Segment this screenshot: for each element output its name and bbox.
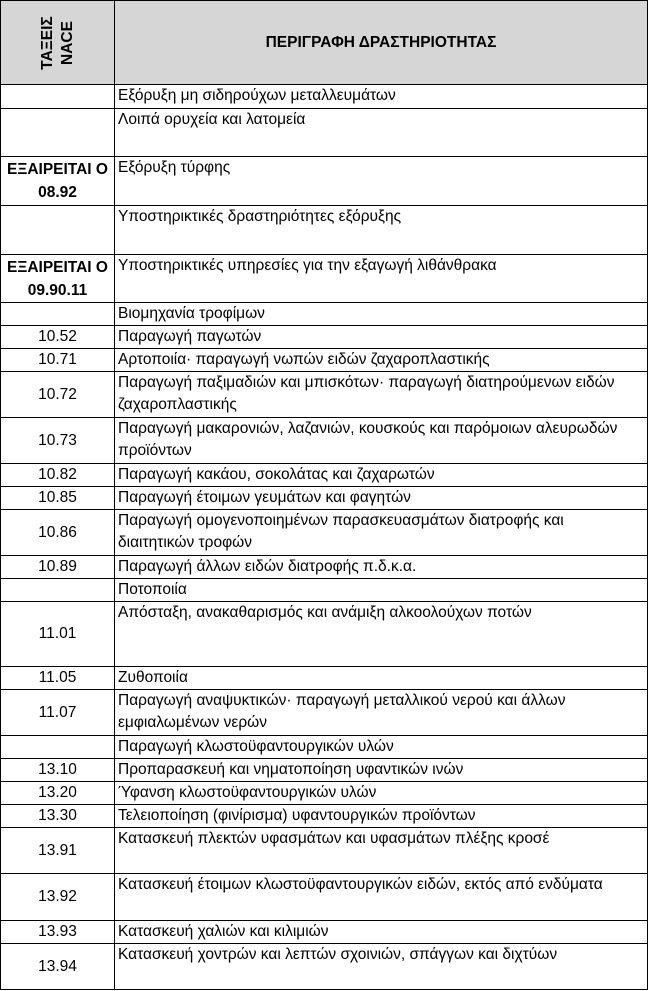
nace-classes-header xyxy=(1,1,115,85)
activity-description-cell: Κατασκευή έτοιμων κλωστοϋφαντουργικών ειδών, εκτός από ενδύματα xyxy=(115,874,648,921)
activity-description-cell: Εξόρυξη μη σιδηρούχων μεταλλευμάτων xyxy=(115,85,648,109)
nace-code-cell: 10.82 xyxy=(1,464,115,487)
nace-code-cell xyxy=(1,303,115,326)
activity-description-cell: Ποτοποιία xyxy=(115,579,648,602)
table-row xyxy=(1,372,648,418)
nace-code-cell: 10.71 xyxy=(1,349,115,372)
table-row xyxy=(1,303,648,326)
activity-description-cell: Παραγωγή έτοιμων γευμάτων και φαγητών xyxy=(115,487,648,510)
activity-description-cell: Βιομηχανία τροφίμων xyxy=(115,303,648,326)
activity-description-cell: Παραγωγή παγωτών xyxy=(115,326,648,349)
activity-description-header: ΠΕΡΙΓΡΑΦΗ ΔΡΑΣΤΗΡΙΟΤΗΤΑΣ xyxy=(115,1,648,85)
nace-code-cell xyxy=(1,579,115,602)
nace-code-cell xyxy=(1,85,115,109)
table-row xyxy=(1,690,648,736)
activity-description-cell: Κατασκευή πλεκτών υφασμάτων και υφασμάτων πλέξης κροσέ xyxy=(115,828,648,874)
activity-description-cell: Ύφανση κλωστοϋφαντουργικών υλών xyxy=(115,782,648,805)
nace-code-cell: 10.85 xyxy=(1,487,115,510)
table-row xyxy=(1,487,648,510)
activity-description-cell: Αρτοποιία· παραγωγή νωπών ειδών ζαχαροπλαστικής xyxy=(115,349,648,372)
activity-description-cell: Κατασκευή χοντρών και λεπτών σχοινιών, σπάγγων και διχτύων xyxy=(115,944,648,990)
table-row xyxy=(1,556,648,579)
table-row xyxy=(1,255,648,303)
nace-code-cell: ΕΞΑΙΡΕΙΤΑΙ Ο 09.90.11 xyxy=(1,255,115,303)
table-row xyxy=(1,759,648,782)
activity-description-cell: Προπαρασκευή και νηματοποίηση υφαντικών ινών xyxy=(115,759,648,782)
nace-code-cell: 11.05 xyxy=(1,667,115,690)
table-row xyxy=(1,349,648,372)
table-row xyxy=(1,828,648,874)
table-row xyxy=(1,805,648,828)
nace-code-cell: 10.86 xyxy=(1,510,115,556)
table-row xyxy=(1,602,648,667)
activity-description-cell: Υποστηρικτικές υπηρεσίες για την εξαγωγή λιθάνθρακα xyxy=(115,255,648,303)
table-row xyxy=(1,874,648,921)
nace-code-cell: 11.01 xyxy=(1,602,115,667)
activity-description-cell: Ζυθοποιία xyxy=(115,667,648,690)
nace-code-cell: 11.07 xyxy=(1,690,115,736)
table-row xyxy=(1,418,648,464)
table-row xyxy=(1,782,648,805)
table-header-row xyxy=(1,1,648,85)
activity-description-cell: Εξόρυξη τύρφης xyxy=(115,157,648,206)
activity-description-cell: Παραγωγή μακαρονιών, λαζανιών, κουσκούς και παρόμοιων αλευρωδών προϊόντων xyxy=(115,418,648,464)
activity-description-cell: Λοιπά ορυχεία και λατομεία xyxy=(115,109,648,157)
activity-description-cell: Παραγωγή παξιμαδιών και μπισκότων· παραγωγή διατηρούμενων ειδών ζαχαροπλαστικής xyxy=(115,372,648,418)
nace-code-cell: ΕΞΑΙΡΕΙΤΑΙ Ο 08.92 xyxy=(1,157,115,206)
table-row xyxy=(1,667,648,690)
activity-description-cell: Παραγωγή κλωστοϋφαντουργικών υλών xyxy=(115,736,648,759)
activity-description-cell: Παραγωγή άλλων ειδών διατροφής π.δ.κ.α. xyxy=(115,556,648,579)
nace-header-line1: ΤΑΞΕΙΣ xyxy=(38,15,56,70)
nace-code-cell: 13.94 xyxy=(1,944,115,990)
nace-code-cell: 13.30 xyxy=(1,805,115,828)
table-row xyxy=(1,736,648,759)
table-row xyxy=(1,85,648,109)
activity-description-cell: Παραγωγή αναψυκτικών· παραγωγή μεταλλικού νερού και άλλων εμφιαλωμένων νερών xyxy=(115,690,648,736)
activity-description-cell: Παραγωγή κακάου, σοκολάτας και ζαχαρωτών xyxy=(115,464,648,487)
activity-description-cell: Παραγωγή ομογενοποιημένων παρασκευασμάτων διατροφής και διαιτητικών τροφών xyxy=(115,510,648,556)
activity-description-cell: Κατασκευή χαλιών και κιλιμιών xyxy=(115,921,648,944)
nace-code-cell: 13.20 xyxy=(1,782,115,805)
table-row xyxy=(1,944,648,990)
table-row xyxy=(1,510,648,556)
nace-code-cell xyxy=(1,206,115,255)
activity-description-cell: Τελειοποίηση (φινίρισμα) υφαντουργικών προϊόντων xyxy=(115,805,648,828)
nace-code-cell xyxy=(1,109,115,157)
nace-code-cell: 13.91 xyxy=(1,828,115,874)
table-row xyxy=(1,206,648,255)
nace-code-cell: 13.10 xyxy=(1,759,115,782)
table-row xyxy=(1,157,648,206)
table-row xyxy=(1,326,648,349)
nace-header-line2: NACE xyxy=(58,20,76,65)
activity-description-cell: Απόσταξη, ανακαθαρισμός και ανάμιξη αλκοολούχων ποτών xyxy=(115,602,648,667)
table-row xyxy=(1,109,648,157)
nace-code-cell xyxy=(1,736,115,759)
nace-code-cell: 13.93 xyxy=(1,921,115,944)
nace-code-cell: 10.52 xyxy=(1,326,115,349)
table-row xyxy=(1,464,648,487)
nace-code-cell: 13.92 xyxy=(1,874,115,921)
nace-code-cell: 10.72 xyxy=(1,372,115,418)
nace-code-cell: 10.89 xyxy=(1,556,115,579)
nace-code-cell: 10.73 xyxy=(1,418,115,464)
table-row xyxy=(1,579,648,602)
table-row xyxy=(1,921,648,944)
activity-description-cell: Υποστηρικτικές δραστηριότητες εξόρυξης xyxy=(115,206,648,255)
